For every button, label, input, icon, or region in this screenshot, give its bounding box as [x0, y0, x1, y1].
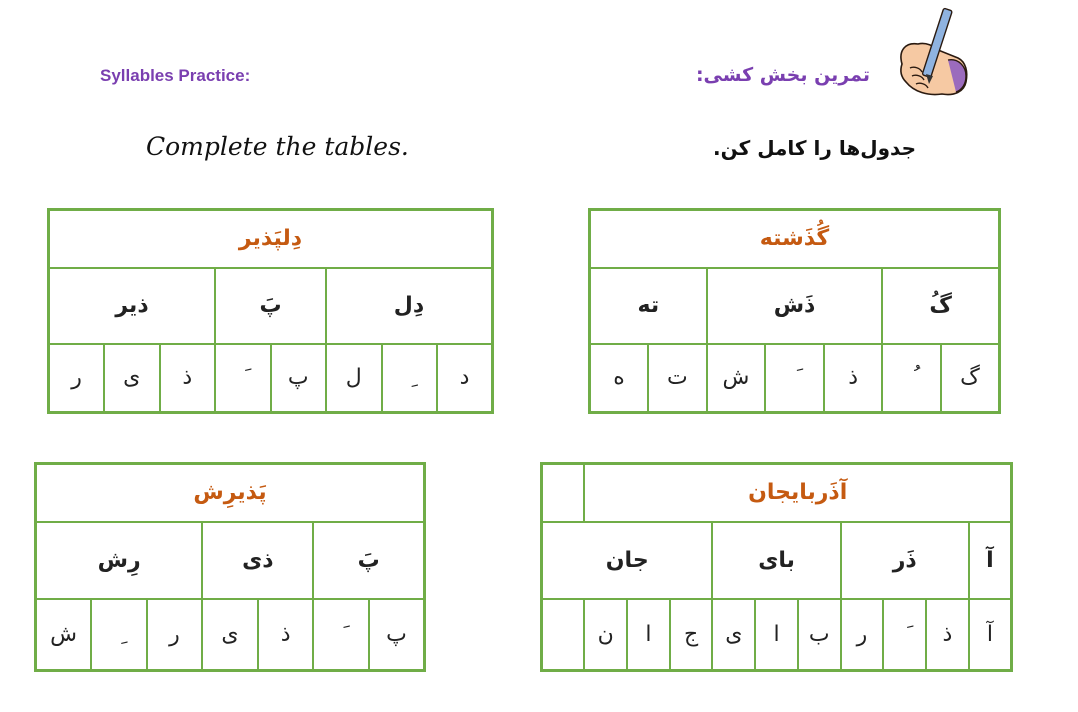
instruction-fa: جدول‌ها را کامل کن.	[713, 136, 916, 160]
letter-cell	[91, 599, 147, 671]
letter-cell	[382, 344, 438, 413]
syllable-cell: دِل	[326, 268, 493, 344]
letter-cell	[313, 599, 369, 671]
syllable-cell: رِش	[36, 522, 203, 599]
syllable-table	[34, 462, 426, 672]
syllable-cell: ذیر	[49, 268, 216, 344]
syllable-cell: ذی	[202, 522, 313, 599]
syllable-cell: آ	[969, 522, 1012, 599]
syllable-cell: ته	[590, 268, 707, 344]
letter-cell: آ	[969, 599, 1012, 671]
word-cell: دِلپَذیر	[49, 210, 493, 268]
letter-cell	[215, 344, 271, 413]
syllable-cell: گُ	[882, 268, 999, 344]
syllable-table	[540, 462, 1013, 672]
letter-cell	[882, 344, 941, 413]
letter-cell: ش	[36, 599, 92, 671]
word-cell: گُذَشته	[590, 210, 1000, 268]
header-title-fa: تمرین بخش کشی:	[695, 64, 870, 86]
letter-cell: ذ	[926, 599, 969, 671]
letter-cell: ن	[584, 599, 627, 671]
syllable-cell: بای	[712, 522, 840, 599]
syllable-table	[47, 208, 494, 414]
instruction-en: Complete the tables.	[146, 132, 409, 161]
letter-cell: ت	[648, 344, 707, 413]
letter-cell: ب	[798, 599, 841, 671]
syllable-cell: ذَر	[841, 522, 969, 599]
letter-cell: ذ	[258, 599, 314, 671]
letter-cell: ذ	[160, 344, 216, 413]
syllable-cell: جان	[542, 522, 713, 599]
letter-cell: ر	[147, 599, 203, 671]
letter-cell: ش	[707, 344, 766, 413]
syllable-table	[588, 208, 1001, 414]
syllable-cell: ذَش	[707, 268, 883, 344]
letter-cell: ی	[202, 599, 258, 671]
letter-cell: گ	[941, 344, 1000, 413]
letter-cell: ذ	[824, 344, 883, 413]
letter-cell: ج	[670, 599, 713, 671]
letter-cell: پ	[271, 344, 327, 413]
word-cell: آذَربایجان	[584, 464, 1011, 522]
letter-cell: ه	[590, 344, 649, 413]
letter-cell	[765, 344, 824, 413]
letter-cell: د	[437, 344, 493, 413]
letter-cell: ی	[104, 344, 160, 413]
letter-cell: ی	[712, 599, 755, 671]
hand-writing-pencil-icon	[888, 6, 970, 102]
letter-cell: ل	[326, 344, 382, 413]
letter-cell	[883, 599, 926, 671]
letter-cell: ر	[49, 344, 105, 413]
letter-cell: ر	[841, 599, 884, 671]
letter-cell: ا	[755, 599, 798, 671]
syllable-cell: پَ	[215, 268, 326, 344]
word-cell: پَذیرِش	[36, 464, 425, 522]
syllable-cell: پَ	[313, 522, 424, 599]
letter-cell: ا	[627, 599, 670, 671]
letter-cell: پ	[369, 599, 425, 671]
header-title-en: Syllables Practice:	[100, 66, 251, 85]
